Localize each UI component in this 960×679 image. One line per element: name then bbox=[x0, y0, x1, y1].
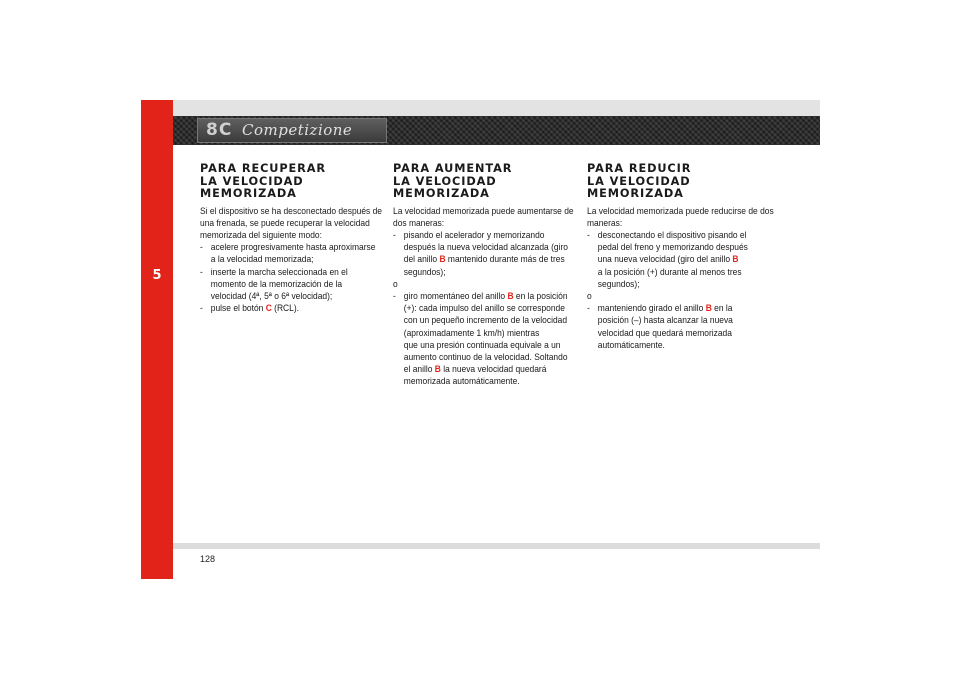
logo-script: Competizione bbox=[242, 121, 353, 139]
section-recuperar bbox=[200, 162, 382, 314]
or-separator: o bbox=[393, 277, 398, 289]
key-b: B bbox=[434, 363, 441, 375]
bullet-item: - manteniendo girado el anillo B en la posición (–) hasta alcanzar la nueva velocidad que quedará memorizada automáticamente. bbox=[587, 302, 733, 350]
section-body: La velocidad memorizada puede aumentarse de dos maneras: - pisando el acelerador y memorizando después la nueva velocidad alcanzada (giro del anillo B mantenido durante más de tres segundos); o - giro momentáneo del anillo B en la posición (+): cada impulso del anillo se corresponde con un pequeño incremento de la velocidad (aproximadamente 1 km/h) mientras que una presión continuada equivale a un aumento continuo de la velocidad. Soltando el anillo B la nueva velocidad quedará memorizada automáticamente. bbox=[393, 204, 574, 387]
key-c: C bbox=[265, 302, 272, 314]
key-b: B bbox=[507, 289, 514, 301]
bullet-item: - inserte la marcha seleccionada en el momento de la memorización de la velocidad (4ª, 5ª o 6ª velocidad); bbox=[200, 265, 348, 301]
chapter-number: 5 bbox=[152, 268, 162, 283]
brand-logo bbox=[197, 118, 387, 143]
header-band bbox=[173, 100, 820, 116]
page-number: 128 bbox=[200, 554, 216, 564]
bullet-item: - pisando el acelerador y memorizando después la nueva velocidad alcanzada (giro del anillo B mantenido durante más de tres segundos); bbox=[393, 228, 568, 277]
section-title: PARA AUMENTAR LA VELOCIDAD MEMORIZADA bbox=[393, 162, 513, 200]
footer-band bbox=[173, 543, 820, 549]
key-b: B bbox=[439, 253, 446, 265]
section-reducir bbox=[587, 162, 774, 351]
bullet-item: - giro momentáneo del anillo B en la posición (+): cada impulso del anillo se corresponde con un pequeño incremento de la velocidad (aproximadamente 1 km/h) mientras que una presión continuada equivale a un aumento continuo de la velocidad. Soltando el anillo B la nueva velocidad quedará memorizada automáticamente. bbox=[393, 289, 568, 387]
section-body: Si el dispositivo se ha desconectado después de una frenada, se puede recuperar la velocidad memorizada del siguiente modo: - acelere progresivamente hasta aproximarse a la velocidad memorizada; - inserte la marcha seleccionada en el momento de la memorización de la velocidad (4ª, 5ª o 6ª velocidad); - pulse el botón C (RCL). bbox=[200, 204, 382, 314]
logo-prefix: 8C bbox=[206, 120, 233, 140]
bullet-item: - pulse el botón C (RCL). bbox=[200, 302, 299, 314]
or-separator: o bbox=[587, 289, 592, 301]
bullet-item: - desconectando el dispositivo pisando el pedal del freno y memorizando después una nueva velocidad (giro del anillo B a la posición (+) durante al menos tres segundos); bbox=[587, 228, 748, 289]
key-b: B bbox=[705, 302, 712, 314]
section-aumentar bbox=[393, 162, 574, 388]
key-b: B bbox=[732, 253, 739, 265]
chapter-tab bbox=[141, 100, 173, 579]
bullet-item: - acelere progresivamente hasta aproximarse a la velocidad memorizada; bbox=[200, 241, 376, 265]
section-title: PARA REDUCIR LA VELOCIDAD MEMORIZADA bbox=[587, 162, 692, 200]
section-body: La velocidad memorizada puede reducirse de dos maneras: - desconectando el dispositivo pisando el pedal del freno y memorizando después una nueva velocidad (giro del anillo B a la posición (+) durante al menos tres segundos); o - manteniendo girado el anillo B en la posición (–) hasta alcanzar la nueva velocidad que quedará memorizada automáticamente. bbox=[587, 204, 774, 350]
section-title: PARA RECUPERAR LA VELOCIDAD MEMORIZADA bbox=[200, 162, 326, 200]
